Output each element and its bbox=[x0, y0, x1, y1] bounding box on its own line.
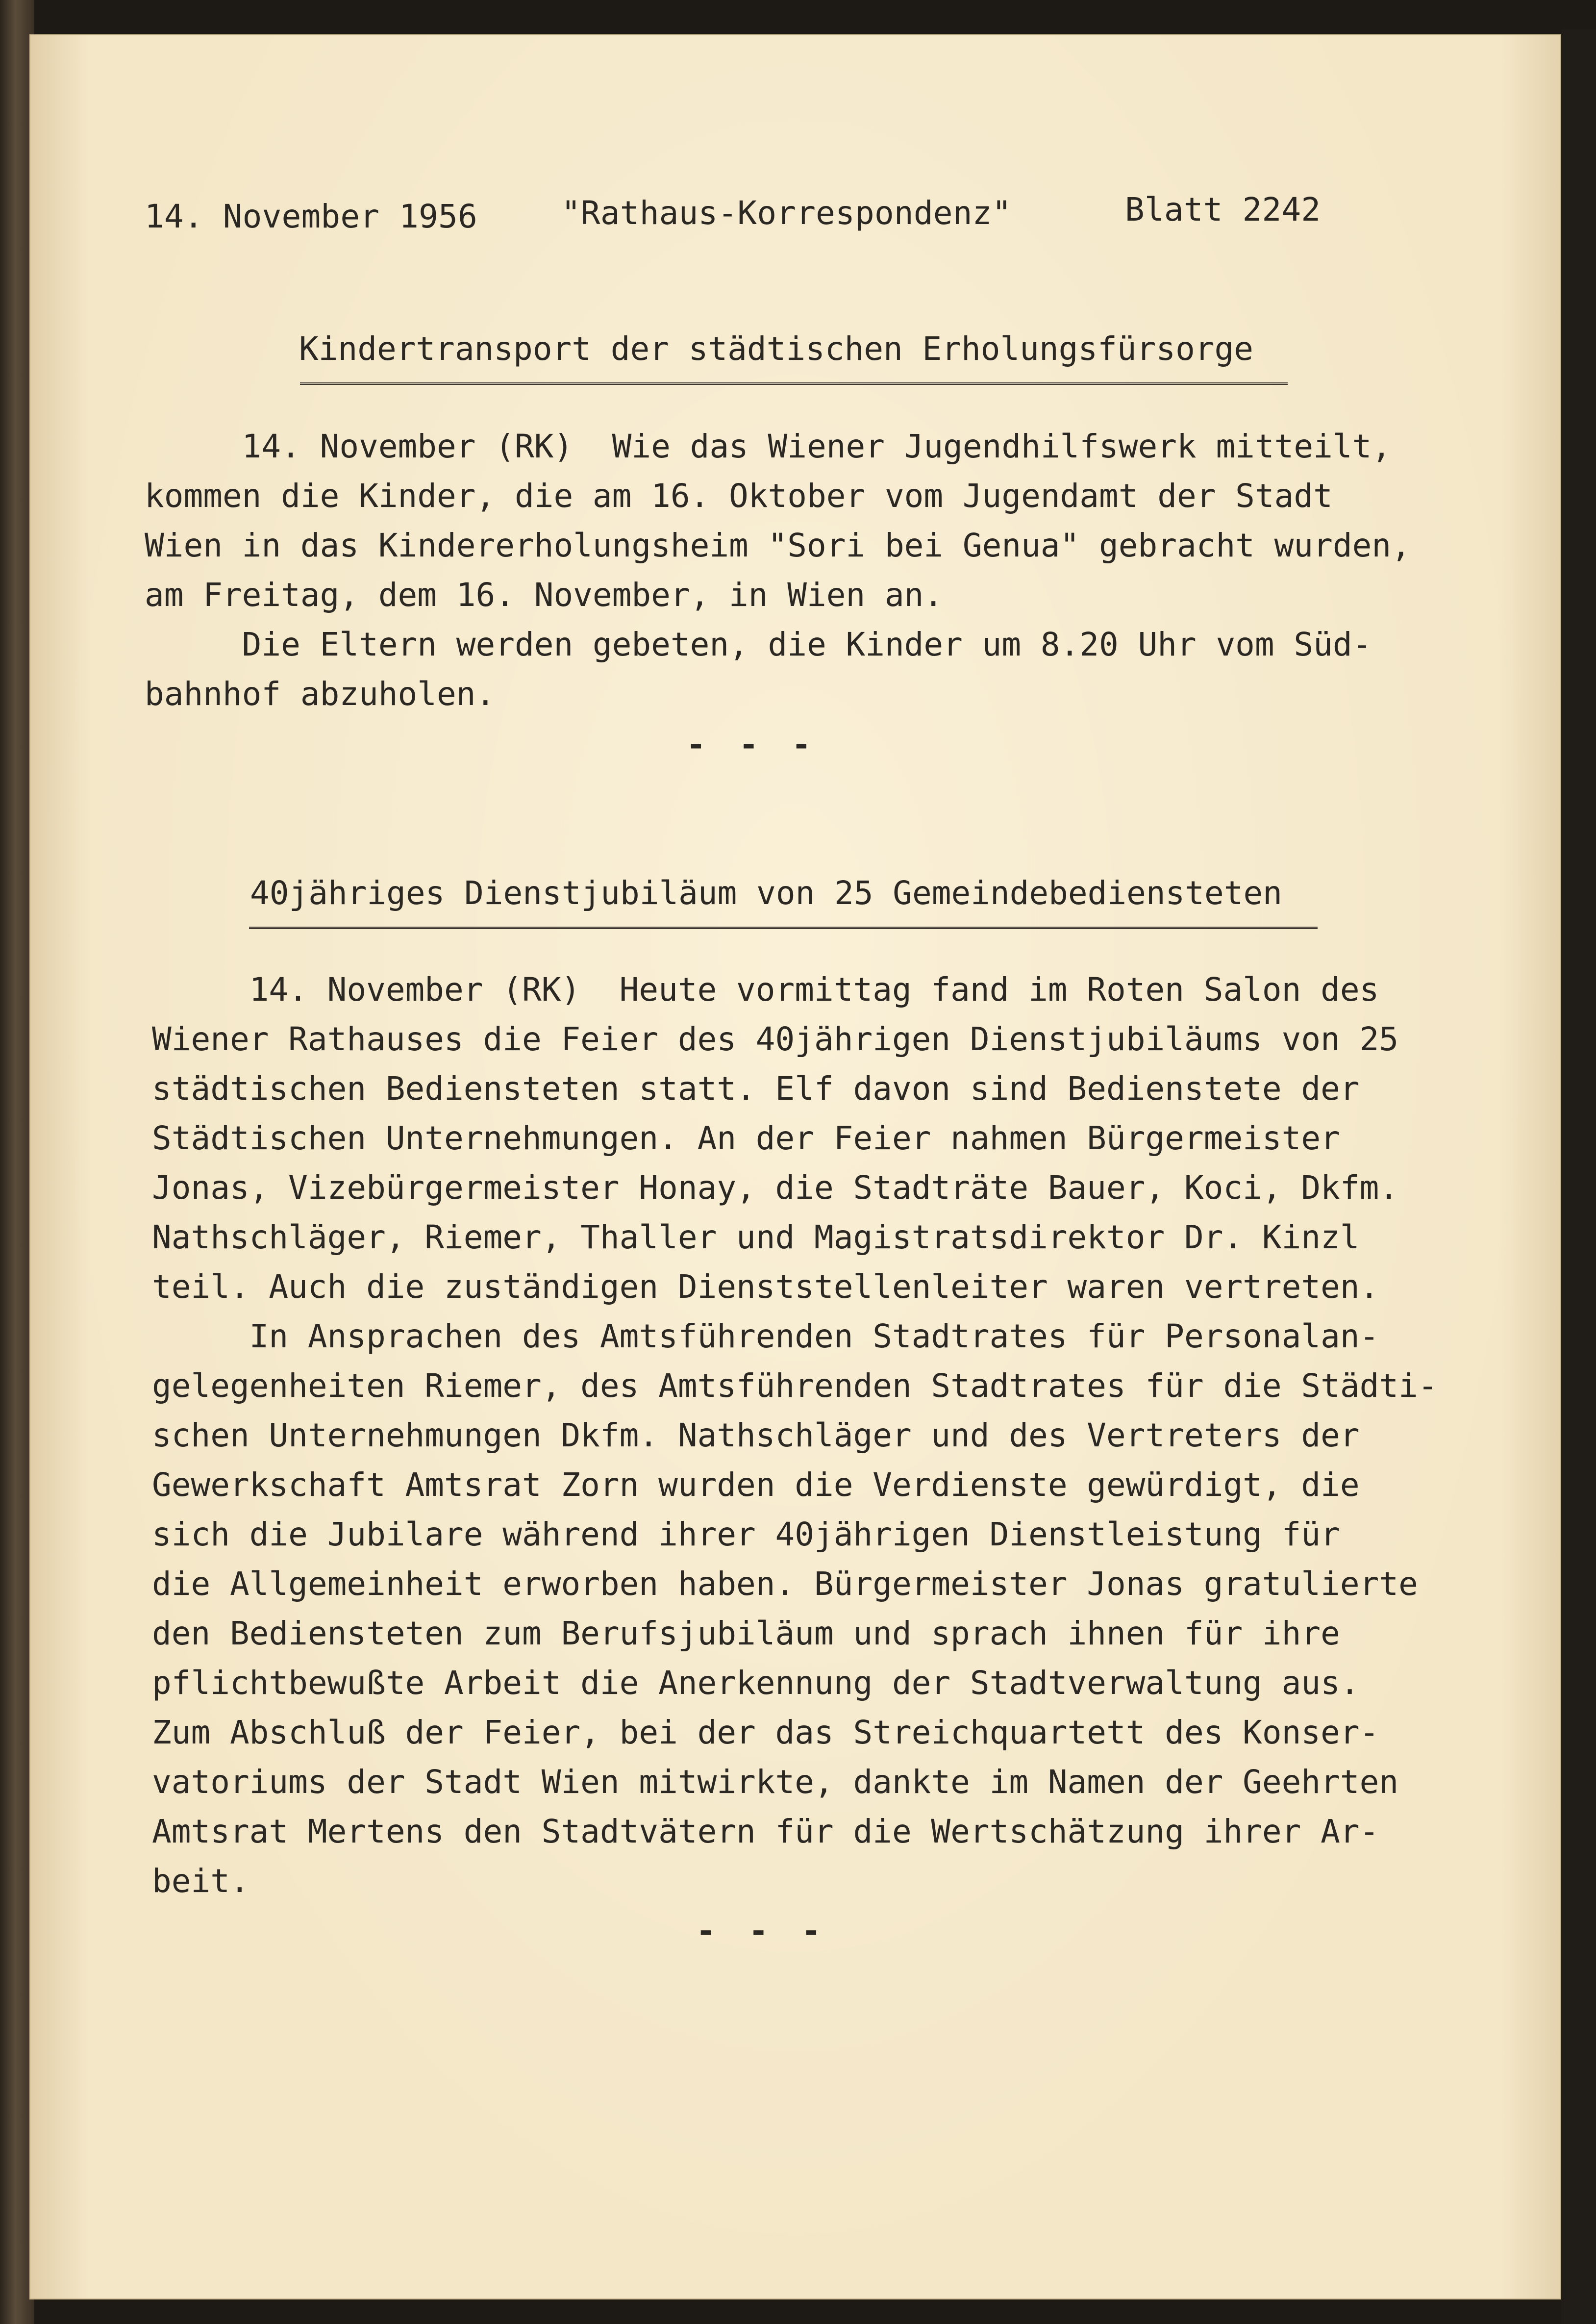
article1-line: 14. November (RK) Wie das Wiener Jugendhilfswerk mitteilt, bbox=[145, 428, 1392, 465]
article1-line: Die Eltern werden gebeten, die Kinder um 8.20 Uhr vom Süd- bbox=[145, 626, 1372, 663]
article2-line: Jonas, Vizebürgermeister Honay, die Stadträte Bauer, Koci, Dkfm. bbox=[152, 1169, 1399, 1207]
article2-line: Amtsrat Mertens den Stadtvätern für die Wertschätzung ihrer Ar- bbox=[152, 1813, 1379, 1850]
article1-line: am Freitag, dem 16. November, in Wien an. bbox=[145, 576, 944, 614]
header-date: 14. November 1956 bbox=[145, 198, 477, 235]
article2-line: Zum Abschluß der Feier, bei der das Streichquartett des Konser- bbox=[152, 1714, 1379, 1751]
article2-line: sich die Jubilare während ihrer 40jährigen Dienstleistung für bbox=[152, 1516, 1340, 1553]
header-source: "Rathaus-Korrespondenz" bbox=[561, 194, 1012, 232]
article2-title-underline bbox=[249, 927, 1318, 929]
article2-line: die Allgemeinheit erworben haben. Bürgermeister Jonas gratulierte bbox=[152, 1565, 1418, 1603]
article2-line: Nathschläger, Riemer, Thaller und Magistratsdirektor Dr. Kinzl bbox=[152, 1218, 1360, 1256]
article2-line: gelegenheiten Riemer, des Amtsführenden Stadtrates für die Städti- bbox=[152, 1367, 1438, 1405]
article2-line: Wiener Rathauses die Feier des 40jährigen Dienstjubiläums von 25 bbox=[152, 1020, 1399, 1058]
article2-line: Städtischen Unternehmungen. An der Feier nahmen Bürgermeister bbox=[152, 1119, 1340, 1157]
article1-line: Wien in das Kindererholungsheim "Sori bei Genua" gebracht wurden, bbox=[145, 527, 1411, 564]
background-right-edge bbox=[1561, 29, 1596, 2324]
article2-line: beit. bbox=[152, 1862, 249, 1900]
article1-separator: - - - bbox=[686, 726, 818, 763]
article1-line: kommen die Kinder, die am 16. Oktober vom Jugendamt der Stadt bbox=[145, 477, 1333, 515]
article2-separator: - - - bbox=[696, 1912, 828, 1950]
article2-line: pflichtbewußte Arbeit die Anerkennung der Stadtverwaltung aus. bbox=[152, 1664, 1360, 1702]
article1-title-underline bbox=[300, 382, 1288, 385]
header-page-number: Blatt 2242 bbox=[1125, 191, 1321, 228]
article1-title: Kindertransport der städtischen Erholungsfürsorge bbox=[299, 330, 1254, 368]
article2-line: 14. November (RK) Heute vormittag fand im Roten Salon des bbox=[152, 971, 1379, 1009]
article2-line: städtischen Bediensteten statt. Elf davon sind Bedienstete der bbox=[152, 1070, 1360, 1108]
article2-line: In Ansprachen des Amtsführenden Stadtrates für Personalan- bbox=[152, 1317, 1379, 1355]
article2-line: Gewerkschaft Amtsrat Zorn wurden die Verdienste gewürdigt, die bbox=[152, 1466, 1360, 1504]
article2-line: teil. Auch die zuständigen Dienststellenleiter waren vertreten. bbox=[152, 1268, 1379, 1306]
article2-line: schen Unternehmungen Dkfm. Nathschläger und des Vertreters der bbox=[152, 1416, 1360, 1454]
article2-line: vatoriums der Stadt Wien mitwirkte, dankte im Namen der Geehrten bbox=[152, 1763, 1399, 1801]
article1-line: bahnhof abzuholen. bbox=[145, 675, 496, 713]
article2-title: 40jähriges Dienstjubiläum von 25 Gemeindebediensteten bbox=[250, 874, 1282, 912]
article2-line: den Bediensteten zum Berufsjubiläum und sprach ihnen für ihre bbox=[152, 1615, 1340, 1652]
